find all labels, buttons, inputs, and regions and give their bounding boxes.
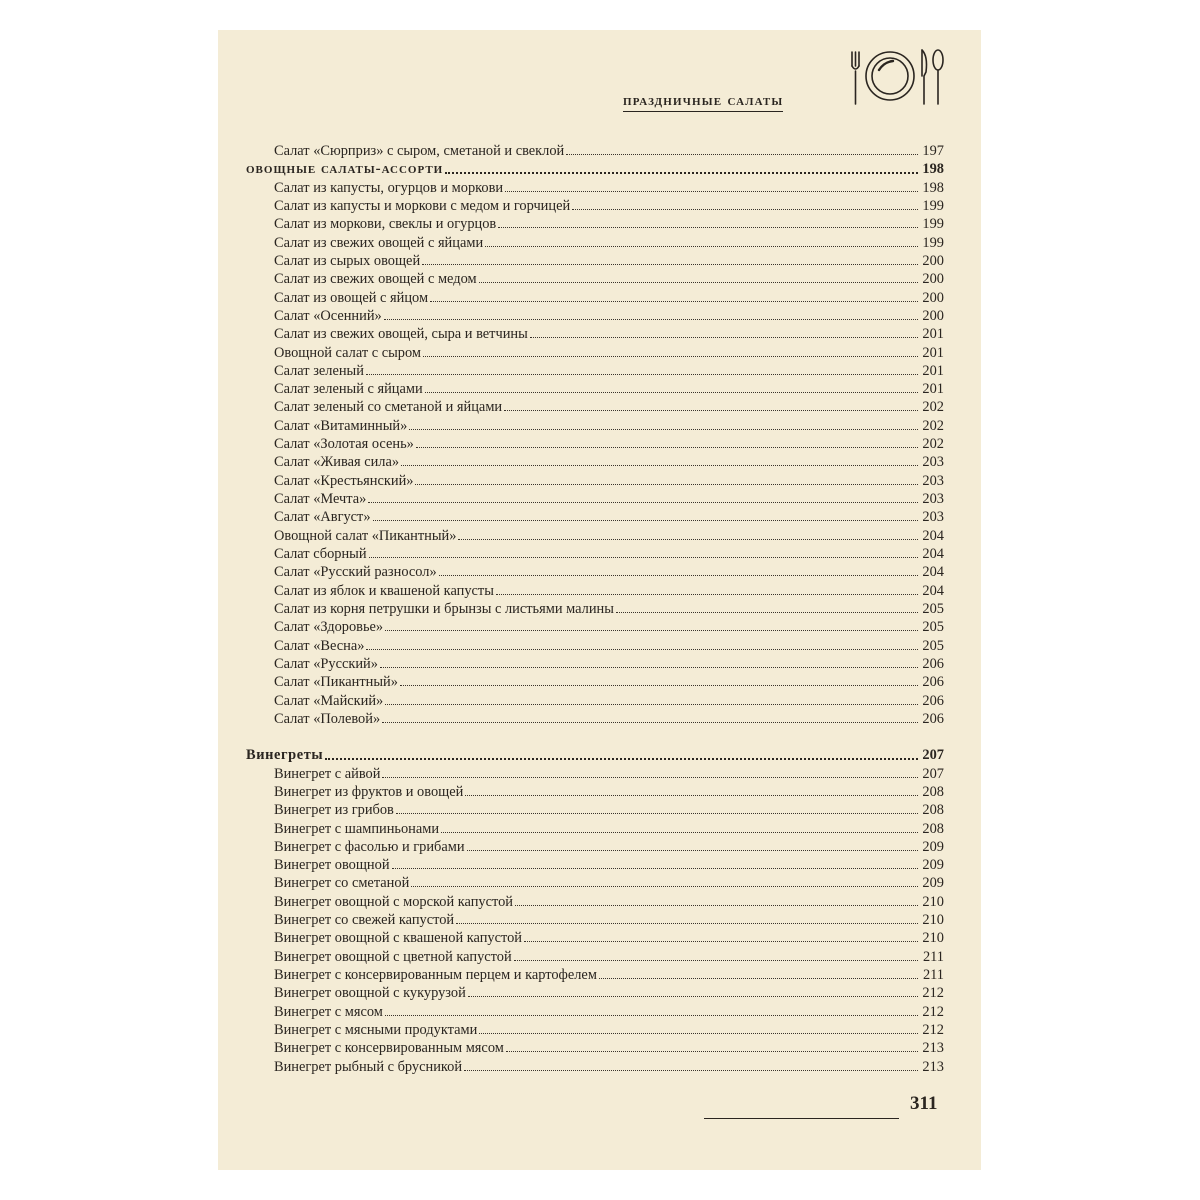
- toc-entry-title: Винегрет овощной с квашеной капустой: [274, 930, 523, 947]
- toc-entry-title: Винегрет овощной с цветной капустой: [274, 948, 512, 965]
- toc-entry: [274, 856, 944, 874]
- toc-entry-title: Салат «Майский»: [274, 692, 384, 709]
- toc-entry-title: Салат «Полевой»: [274, 710, 381, 727]
- toc-entry: [274, 307, 944, 325]
- toc-entry-title: овощные салаты-ассорти: [246, 161, 444, 178]
- toc-entry-title: Салат из капусты и моркови с медом и горчицей: [274, 197, 571, 214]
- toc-entry: [274, 527, 944, 545]
- toc-entry-page: 205: [922, 637, 944, 654]
- toc-entry-page: 197: [922, 143, 944, 159]
- toc-entry-title: Салат «Весна»: [274, 637, 365, 654]
- dot-leader: [430, 289, 918, 302]
- toc-entry: [274, 874, 944, 892]
- toc-entry-title: Винегрет с фасолью и грибами: [274, 838, 465, 855]
- toc-entry: [274, 673, 944, 691]
- dot-leader: [468, 984, 918, 997]
- toc-entry-title: Винегрет овощной с морской капустой: [274, 893, 513, 910]
- toc-entry-title: Салат из корня петрушки и брынзы с листьями малины: [274, 601, 614, 617]
- dot-leader: [385, 618, 918, 631]
- toc-entry-page: 201: [922, 362, 944, 379]
- dot-leader: [566, 142, 918, 155]
- toc-entry-title: Салат из овощей с яйцом: [274, 289, 429, 306]
- toc-entry-title: Салат из свежих овощей, сыра и ветчины: [274, 326, 528, 343]
- toc-entry-title: Салат из свежих овощей с яйцами: [274, 234, 484, 251]
- dot-leader: [514, 948, 918, 961]
- toc-entry-title: Салат «Витаминный»: [274, 417, 408, 434]
- dot-leader: [380, 655, 918, 668]
- dot-leader: [411, 874, 918, 887]
- toc-entry-page: 200: [922, 252, 944, 269]
- dot-leader: [396, 801, 918, 814]
- running-header-title: праздничные салаты: [623, 92, 783, 112]
- toc-entry-page: 203: [922, 472, 944, 489]
- dot-leader: [416, 435, 918, 448]
- toc-entry-title: Салат «Август»: [274, 509, 371, 526]
- dot-leader: [415, 472, 918, 485]
- dot-leader: [368, 490, 918, 503]
- toc-entry: [274, 398, 944, 416]
- dot-leader: [572, 197, 918, 210]
- toc-entry: [274, 692, 944, 710]
- toc-entry-title: Салат «Русский разносол»: [274, 564, 437, 581]
- toc-entry: [274, 234, 944, 252]
- toc-entry: [274, 179, 944, 197]
- toc-entry-title: Салат «Золотая осень»: [274, 436, 414, 453]
- toc-entry-page: 212: [922, 1022, 944, 1039]
- toc-entry-page: 209: [922, 838, 944, 855]
- toc-entry-page: 210: [922, 893, 944, 910]
- dot-leader: [458, 527, 918, 540]
- toc-entry-page: 206: [922, 710, 944, 727]
- dot-leader: [506, 1039, 918, 1052]
- dot-leader: [382, 710, 918, 723]
- toc-entry-page: 207: [922, 765, 944, 782]
- dot-leader: [384, 307, 918, 320]
- toc-entry: [274, 490, 944, 508]
- dot-leader: [385, 1003, 918, 1016]
- dot-leader: [366, 637, 918, 650]
- toc-entry-page: 204: [922, 546, 944, 563]
- toc-entry: [274, 765, 944, 783]
- toc-entry: [274, 142, 944, 160]
- toc-entry-page: 201: [922, 326, 944, 343]
- dot-leader: [485, 234, 918, 247]
- dot-leader: [325, 746, 918, 760]
- toc-entry: [274, 270, 944, 288]
- toc-entry-title: Салат «Русский»: [274, 655, 378, 672]
- dot-leader: [422, 252, 918, 265]
- toc-entry: [274, 618, 944, 636]
- toc-entry-page: 201: [922, 381, 944, 398]
- dot-leader: [479, 1021, 918, 1034]
- toc-entry-title: Винегрет со сметаной: [274, 875, 410, 892]
- toc-entry-page: 213: [922, 1058, 944, 1075]
- toc-entry: [274, 838, 944, 856]
- dot-leader: [524, 929, 918, 942]
- toc-entry-page: 202: [922, 399, 944, 416]
- dot-leader: [464, 1058, 918, 1071]
- toc-entry-page: 206: [922, 692, 944, 709]
- toc-entry-page: 206: [922, 655, 944, 672]
- dot-leader: [465, 783, 918, 796]
- dot-leader: [409, 417, 918, 430]
- toc-entry-title: Винегрет рыбный с брусникой: [274, 1058, 463, 1075]
- toc-entry: [274, 325, 944, 343]
- toc-entry-page: 206: [922, 674, 944, 691]
- toc-entry-title: Салат из сырых овощей: [274, 252, 421, 269]
- toc-entry: [274, 948, 944, 966]
- dot-leader: [496, 582, 918, 595]
- toc-entry-title: Винегрет из фруктов и овощей: [274, 783, 464, 800]
- toc-entry-title: Салат «Здоровье»: [274, 619, 384, 636]
- toc-entry-page: 204: [922, 582, 944, 599]
- toc-entry-title: Салат «Пикантный»: [274, 674, 398, 691]
- toc-entry: [274, 417, 944, 435]
- toc-entry-title: Винегрет из грибов: [274, 802, 394, 819]
- dot-leader: [373, 508, 918, 521]
- toc-entry-page: 210: [922, 912, 944, 929]
- dot-leader: [401, 453, 918, 466]
- toc-entry-title: Салат из свежих овощей с медом: [274, 271, 477, 288]
- toc-section-entry: [246, 160, 944, 178]
- toc-entry-page: 208: [922, 802, 944, 819]
- dot-leader: [530, 325, 918, 338]
- toc-entry-page: 203: [922, 454, 944, 471]
- toc-entry-title: Салат из яблок и квашеной капусты: [274, 582, 494, 599]
- dot-leader: [456, 911, 918, 924]
- toc-entry-page: 213: [922, 1040, 944, 1057]
- dot-leader: [366, 362, 918, 375]
- toc-entry-page: 210: [922, 930, 944, 947]
- toc-entry-title: Салат зеленый: [274, 362, 364, 379]
- footer-rule: [704, 1118, 899, 1119]
- toc-entry-page: 200: [922, 307, 944, 324]
- toc-entry-page: 202: [922, 417, 944, 434]
- dot-leader: [467, 838, 918, 851]
- toc-entry-title: Салат из моркови, свеклы и огурцов: [274, 216, 497, 233]
- dot-leader: [504, 398, 918, 411]
- table-of-contents: [218, 30, 981, 1170]
- toc-entry: [274, 637, 944, 655]
- toc-entry-page: 208: [922, 783, 944, 800]
- toc-entry-page: 198: [922, 161, 944, 178]
- toc-entry: [274, 783, 944, 801]
- dot-leader: [445, 160, 918, 174]
- toc-entry-title: Овощной салат «Пикантный»: [274, 527, 457, 544]
- toc-entry: [274, 1003, 944, 1021]
- toc-entry-page: 203: [922, 491, 944, 508]
- toc-entry-title: Винегрет с консервированным мясом: [274, 1040, 504, 1057]
- toc-entry: [274, 600, 944, 618]
- toc-entry-page: 209: [922, 857, 944, 874]
- toc-entry-page: 201: [922, 344, 944, 361]
- toc-entry-title: Салат зеленый со сметаной и яйцами: [274, 399, 503, 416]
- toc-entry: [274, 984, 944, 1002]
- toc-entry: [274, 1021, 944, 1039]
- toc-entry: [274, 563, 944, 581]
- dot-leader: [439, 563, 918, 576]
- toc-entry-title: Винегрет с консервированным перцем и картофелем: [274, 967, 597, 984]
- toc-entry-title: Салат «Сюрприз» с сыром, сметаной и свеклой: [274, 143, 565, 159]
- toc-entry-title: Салат из капусты, огурцов и моркови: [274, 179, 504, 196]
- dot-leader: [385, 692, 918, 705]
- toc-entry: [274, 453, 944, 471]
- toc-entry: [274, 344, 944, 362]
- dot-leader: [515, 893, 918, 906]
- toc-entry-page: 209: [922, 875, 944, 892]
- toc-entry-page: 212: [922, 985, 944, 1002]
- toc-entry-page: 199: [922, 197, 944, 214]
- toc-entry-page: 207: [922, 747, 944, 764]
- dot-leader: [498, 215, 918, 228]
- toc-entry-title: Овощной салат с сыром: [274, 344, 421, 361]
- toc-entry-title: Винегрет овощной с кукурузой: [274, 985, 466, 1002]
- toc-entry: [274, 801, 944, 819]
- toc-entry-title: Винегрет с шампиньонами: [274, 820, 440, 837]
- toc-entry: [274, 1039, 944, 1057]
- toc-entry-title: Салат «Живая сила»: [274, 454, 400, 471]
- toc-entry-page: 204: [922, 527, 944, 544]
- toc-entry-page: 199: [922, 216, 944, 233]
- toc-entry-title: Салат зеленый с яйцами: [274, 381, 423, 398]
- toc-entry: [274, 911, 944, 929]
- toc-entry-page: 202: [922, 436, 944, 453]
- toc-entry: [274, 472, 944, 490]
- dot-leader: [505, 179, 918, 192]
- dot-leader: [441, 820, 918, 833]
- toc-entry: [274, 966, 944, 984]
- toc-entry-title: Салат «Мечта»: [274, 491, 367, 508]
- toc-entry-title: Винегрет овощной: [274, 857, 390, 874]
- dot-leader: [400, 673, 918, 686]
- toc-entry: [274, 508, 944, 526]
- toc-entry: [274, 582, 944, 600]
- page-number: 311: [910, 1093, 938, 1114]
- toc-entry: [274, 435, 944, 453]
- toc-entry-page: 211: [922, 948, 944, 965]
- toc-entry-title: Салат «Осенний»: [274, 307, 382, 324]
- toc-entry-page: 212: [922, 1003, 944, 1020]
- toc-entry: [274, 289, 944, 307]
- toc-entry-title: Салат сборный: [274, 546, 367, 563]
- toc-entry: [274, 820, 944, 838]
- toc-entry: [274, 252, 944, 270]
- toc-entry: [274, 893, 944, 911]
- toc-entry: [274, 197, 944, 215]
- dot-leader: [616, 600, 918, 613]
- toc-entry: [274, 1058, 944, 1076]
- toc-entry-page: 199: [922, 234, 944, 251]
- toc-entry-title: Салат «Крестьянский»: [274, 472, 414, 489]
- book-page: [218, 30, 981, 1170]
- toc-entry-page: 198: [922, 179, 944, 196]
- toc-entry-page: 208: [922, 820, 944, 837]
- dot-leader: [599, 966, 918, 979]
- dot-leader: [425, 380, 918, 393]
- toc-entry-page: 200: [922, 271, 944, 288]
- dot-leader: [369, 545, 918, 558]
- dot-leader: [423, 344, 918, 357]
- toc-entry: [274, 362, 944, 380]
- dot-leader: [392, 856, 918, 869]
- toc-entry-page: 205: [922, 619, 944, 636]
- toc-entry-page: 203: [922, 509, 944, 526]
- toc-entry-page: 205: [922, 601, 944, 617]
- toc-entry: [274, 710, 944, 728]
- toc-entry: [274, 215, 944, 233]
- toc-entry-title: Винегрет со свежей капустой: [274, 912, 455, 929]
- dot-leader: [479, 270, 918, 283]
- toc-entry: [274, 929, 944, 947]
- toc-entry-title: Винегрет с мясными продуктами: [274, 1022, 478, 1039]
- toc-entry-title: Винегреты: [246, 747, 324, 764]
- toc-entry-page: 211: [922, 967, 944, 984]
- toc-entry: [274, 545, 944, 563]
- dot-leader: [382, 765, 918, 778]
- toc-entry-title: Винегрет с айвой: [274, 765, 381, 782]
- toc-entry: [274, 655, 944, 673]
- toc-entry-page: 200: [922, 289, 944, 306]
- toc-entry-page: 204: [922, 564, 944, 581]
- toc-entry: [274, 380, 944, 398]
- toc-entry-title: Винегрет с мясом: [274, 1003, 383, 1020]
- toc-section-entry: [246, 746, 944, 764]
